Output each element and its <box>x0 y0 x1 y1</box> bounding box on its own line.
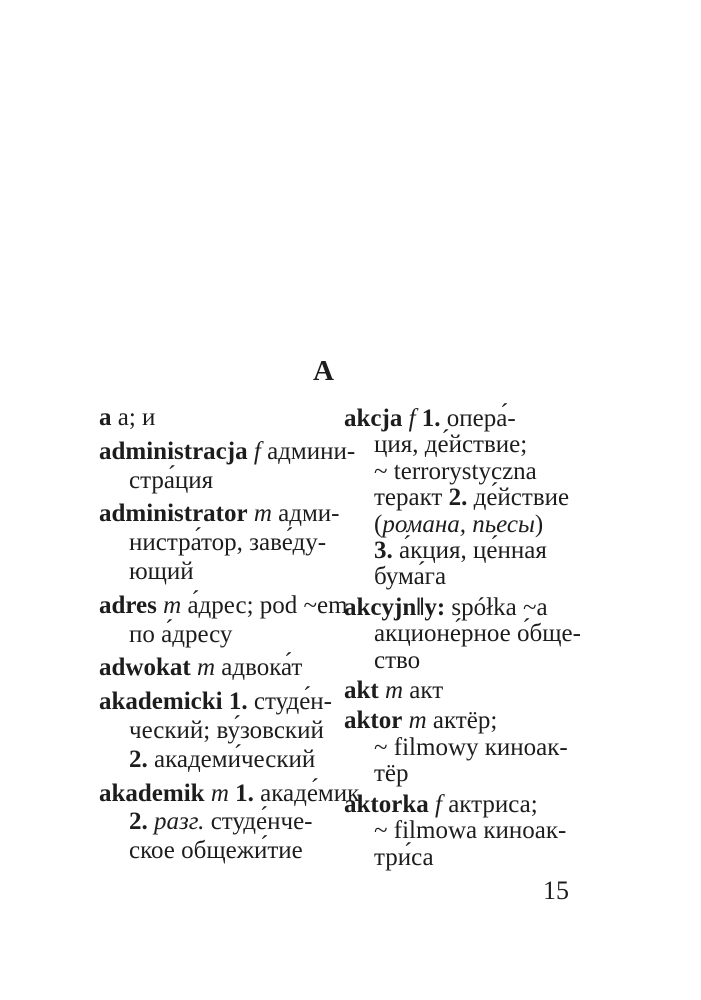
text-segment: нистра́тор, заве́ду- <box>129 529 327 557</box>
text-segment: тёр <box>374 760 409 788</box>
dictionary-entry <box>344 406 596 591</box>
text-segment: актриса; <box>448 790 538 818</box>
text-segment: 2. <box>129 808 148 836</box>
text-segment: m <box>156 591 188 619</box>
entry-first-line <box>99 779 360 809</box>
text-segment: ское общежи́тие <box>129 837 303 865</box>
dictionary-column-left <box>99 404 360 871</box>
text-segment: m <box>190 654 222 682</box>
text-segment: spółka ~a <box>445 593 548 621</box>
entry-first-line <box>344 708 596 734</box>
text-segment: f <box>247 437 268 465</box>
text-segment: три́са <box>374 843 434 871</box>
entry-continuation-line <box>344 761 596 787</box>
entry-continuation-line <box>344 648 596 674</box>
entry-continuation-line <box>99 621 351 650</box>
text-segment: 1. <box>228 688 248 716</box>
text-segment: ческий; ву́зовский <box>129 716 324 744</box>
text-segment: akcja <box>344 405 403 432</box>
text-segment: а́дрес; pod ~em <box>187 591 348 619</box>
entry-continuation-line <box>99 529 351 558</box>
text-segment: а́кция, це́нная <box>392 537 547 565</box>
entry-continuation-line <box>99 746 351 775</box>
dictionary-entry <box>99 592 351 650</box>
dictionary-entry <box>344 595 596 674</box>
entry-first-line <box>99 688 351 717</box>
text-segment: m <box>204 779 236 807</box>
dictionary-entry <box>99 654 351 683</box>
dictionary-entry <box>99 500 351 586</box>
text-segment: разг. <box>147 808 211 836</box>
text-segment: романа, пьесы <box>382 510 535 538</box>
entry-continuation-line <box>344 564 596 590</box>
text-segment: студе́н- <box>247 688 333 716</box>
text-segment: акаде́мик <box>253 779 360 807</box>
dictionary-entry <box>99 437 356 496</box>
text-segment: f <box>428 790 449 818</box>
text-segment: теракт <box>374 484 449 512</box>
dictionary-column-right <box>344 406 596 875</box>
dictionary-entry <box>344 792 596 871</box>
entry-first-line <box>99 592 351 621</box>
text-segment: ) <box>534 510 544 538</box>
text-segment: адвока́т <box>221 654 303 682</box>
text-segment: админи- <box>267 437 356 465</box>
text-segment: бума́га <box>374 563 447 591</box>
text-segment: ( <box>374 510 383 538</box>
text-segment: 3. <box>374 537 393 565</box>
text-segment: акт <box>409 677 444 705</box>
text-segment: m <box>402 707 433 735</box>
text-segment: опера́- <box>440 405 516 432</box>
section-letter-heading: A <box>313 355 335 387</box>
text-segment: aktor <box>344 707 403 735</box>
entry-continuation-line <box>344 818 596 844</box>
text-segment: akt <box>344 677 379 705</box>
text-segment: стра́ция <box>129 466 214 494</box>
entry-continuation-line <box>344 485 596 511</box>
text-segment: адми- <box>278 500 340 528</box>
entry-first-line <box>344 406 596 432</box>
entry-continuation-line <box>99 837 351 866</box>
dictionary-entry <box>99 779 360 866</box>
text-segment: adwokat <box>99 654 191 682</box>
entry-continuation-line <box>344 432 596 458</box>
entry-first-line <box>344 595 596 621</box>
entry-continuation-line <box>344 845 596 871</box>
page-number: 15 <box>543 876 569 905</box>
dictionary-entry <box>344 678 596 704</box>
entry-continuation-line <box>99 467 351 496</box>
text-segment: ция, де́йствие; <box>374 431 528 459</box>
text-segment: акционе́рное о́бще- <box>374 620 581 648</box>
entry-continuation-line <box>344 459 596 485</box>
text-segment: по а́дресу <box>129 620 233 648</box>
text-segment: 1. <box>421 405 441 432</box>
text-segment: aktorka <box>344 790 429 818</box>
text-segment: administracja <box>99 437 248 465</box>
text-segment: 2. <box>129 745 148 773</box>
text-segment: m <box>247 500 279 528</box>
text-segment: akademik <box>99 779 205 807</box>
entry-first-line <box>344 678 596 704</box>
text-segment: f <box>402 405 422 432</box>
entry-first-line <box>99 500 351 529</box>
entry-continuation-line <box>99 717 351 746</box>
dictionary-entry <box>99 688 351 774</box>
entry-first-line <box>99 654 351 683</box>
entry-continuation-line <box>99 808 351 837</box>
text-segment: а; и <box>111 404 156 431</box>
text-segment: ство <box>374 646 421 674</box>
text-segment: де́йствие <box>467 484 570 512</box>
text-segment: 1. <box>235 779 254 807</box>
entry-continuation-line <box>344 621 596 647</box>
text-segment: академи́ческий <box>147 745 316 773</box>
entry-first-line <box>99 437 356 467</box>
text-segment: 2. <box>448 484 468 512</box>
entry-continuation-line <box>99 558 351 587</box>
text-segment: a <box>99 404 112 431</box>
dictionary-entry <box>99 404 351 433</box>
text-segment: administrator <box>99 500 248 528</box>
entry-continuation-line <box>344 538 596 564</box>
dictionary-entry <box>344 708 596 787</box>
entry-continuation-line <box>344 512 596 538</box>
text-segment: adres <box>99 591 157 619</box>
text-segment: akcyjn‖y: <box>344 593 446 621</box>
entry-first-line <box>344 792 596 818</box>
text-segment: m <box>378 677 410 705</box>
entry-continuation-line <box>344 735 596 761</box>
text-segment: ~ filmowy киноак- <box>374 733 568 761</box>
text-segment: ющий <box>129 557 194 585</box>
text-segment: студе́нче- <box>210 808 313 836</box>
text-segment: ~ filmowa киноак- <box>374 817 567 845</box>
text-segment: ~ terrorystyczna <box>374 457 537 485</box>
text-segment: akademicki <box>99 688 223 716</box>
text-segment: актёр; <box>432 707 498 735</box>
entry-first-line <box>99 404 351 433</box>
